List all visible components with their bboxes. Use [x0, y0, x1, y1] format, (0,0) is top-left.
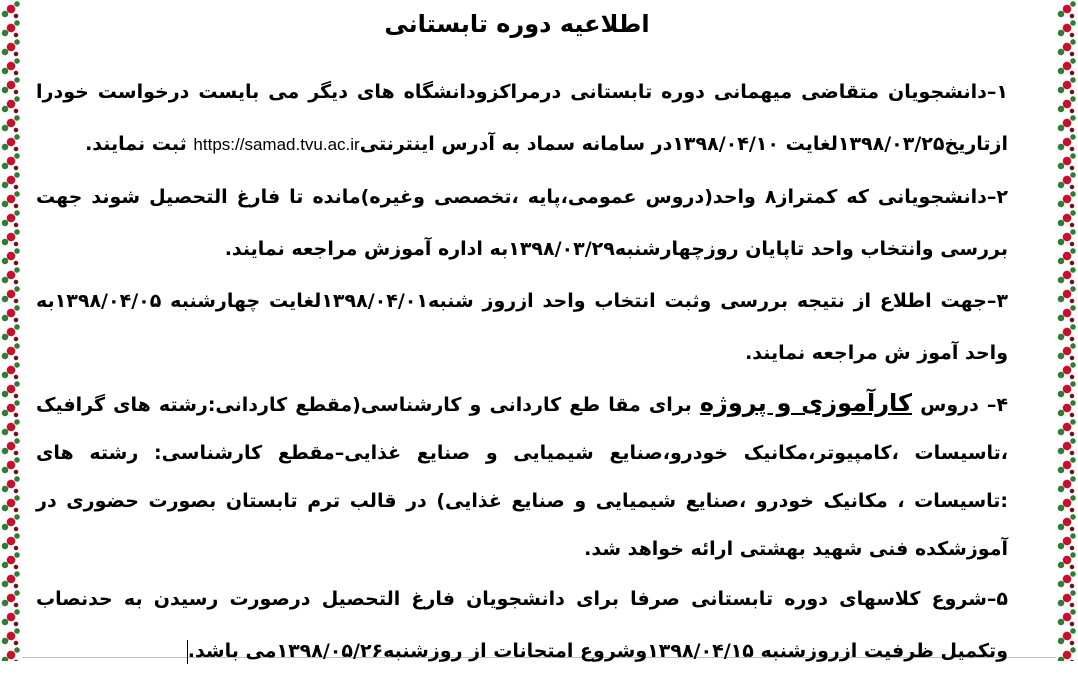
paragraph-2: ۲–دانشجویانی که کمتراز۸ واحد(دروس عمومی،پایه ،تخصصی وغیره)مانده تا فارغ التحصیل شوند جهت بررسی وانتخاب واحد تاپایان روزچهارشنبه۱۳۹۸/۰۳/۲۹به اداره آموزش مراجعه نمایند.	[36, 186, 1008, 260]
paragraph-4	[36, 379, 1008, 573]
paragraph-5-text: ۵–شروع کلاسهای دوره تابستانی صرفا برای دانشجویان فارغ التحصیل درصورت رسیدن به حدنصاب وتکمیل ظرفیت ازروزشنبه ۱۳۹۸/۰۴/۱۵وشروع امتحانات از روزشنبه۱۳۹۸/۰۵/۲۶می باشد.	[36, 588, 1008, 662]
internship-project-emphasis: کارآموزی و پروژه	[699, 389, 913, 417]
paragraph-3: ۳–جهت اطلاع از نتیجه بررسی وثبت انتخاب واحد ازروز شنبه۱۳۹۸/۰۴/۰۱لغایت چهارشنبه ۱۳۹۸/۰۴/۰۵به واحد آموز ش مراجعه نمایند.	[36, 290, 1009, 364]
announcement-body	[36, 0, 1008, 677]
decorative-border-left	[0, 0, 22, 661]
announcement-title: اطلاعیه دوره تابستانی	[384, 10, 650, 38]
paragraph-5	[36, 573, 1008, 677]
paragraph-1-text: ۱–دانشجویان متقاضی میهمانی دوره تابستانی درمراکزودانشگاه های دیگر می بایست درخواست خودرا ازتاریخ۱۳۹۸/۰۳/۲۵لغایت ۱۳۹۸/۰۴/۱۰در سامانه سماد به آدرس اینترنتی	[36, 81, 1008, 155]
samad-url-link[interactable]: https://samad.tvu.ac.ir	[193, 135, 360, 154]
paragraph-1	[36, 66, 1008, 171]
paragraph-4-lead: ۴– دروس	[912, 394, 1009, 416]
decorative-border-right	[1056, 0, 1078, 661]
paragraph-4-text: برای مقا طع کاردانی و کارشناسی(مقطع کاردانی:رشته های گرافیک ،تاسیسات ،کامپیوتر،مکانیک خودرو،صنایع شیمیایی و صنایع غذایی–مقطع کارشناسی: رشته های :تاسیسات ، مکانیک خودرو ،صنایع شیمیایی و صنایع غذایی) در قالب ترم تابستان بصورت حضوری در آموزشکده فنی شهید بهشتی ارائه خواهد شد.	[36, 394, 1008, 560]
paragraph-1-tail: ثبت نمایند.	[85, 133, 194, 155]
